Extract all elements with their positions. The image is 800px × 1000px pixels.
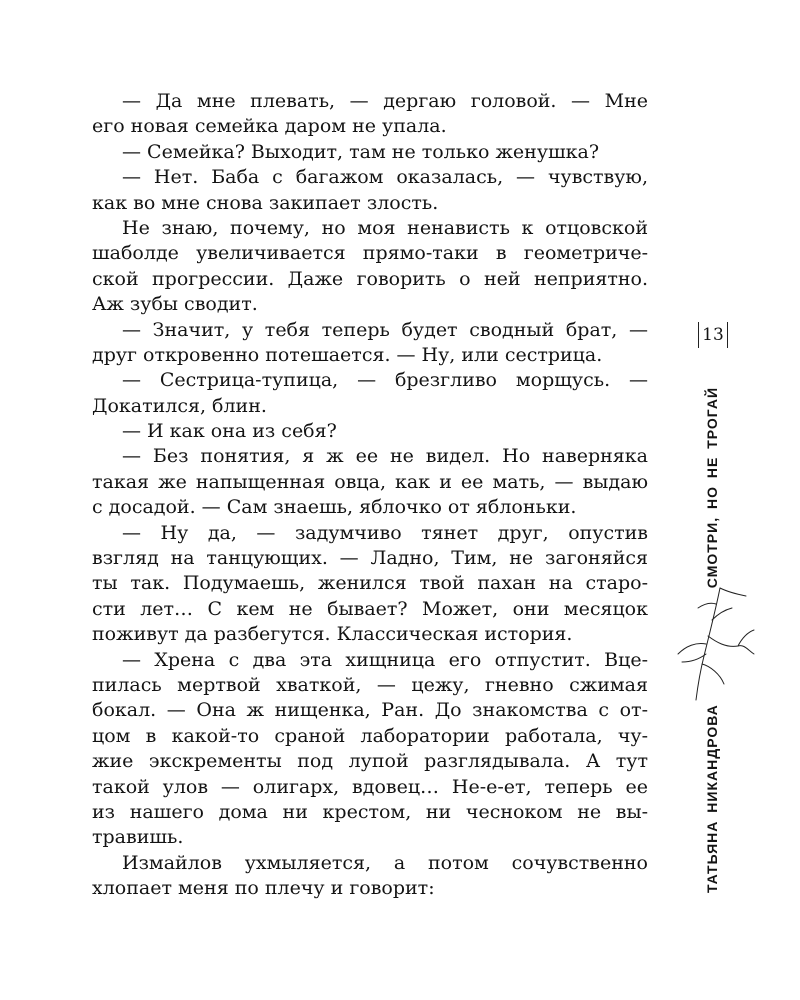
- text-line: Аж зубы сводит.: [92, 293, 258, 316]
- text-line: — Да мне плевать, — дергаю головой. — Мне: [122, 90, 648, 112]
- text-line: его новая семейка даром не упала.: [92, 115, 447, 138]
- text-line: сти лет… С кем не бывает? Может, они месяцок: [92, 597, 648, 620]
- text-line: Измайлов ухмыляется, а потом сочувственно: [122, 851, 648, 874]
- text-line: — Семейка? Выходит, там не только женушка?: [122, 140, 600, 163]
- text-line: поживут да разбегутся. Классическая история.: [92, 623, 573, 646]
- text-line: — Сестрица-тупица, — брезгливо морщусь. —: [122, 369, 648, 392]
- text-line: жие экскременты под лупой разглядывала. А тут: [92, 750, 648, 773]
- text-line: травишь.: [92, 826, 184, 849]
- text-line: Не знаю, почему, но моя ненависть к отцовской: [122, 216, 648, 239]
- text-line: — Хрена с два эта хищница его отпустит. Вце-: [122, 648, 648, 671]
- text-line: друг откровенно потешается. — Ну, или сестрица.: [92, 343, 603, 366]
- text-line: хлопает меня по плечу и говорит:: [92, 877, 435, 900]
- text-line: бокал. — Она ж нищенка, Ран. До знакомства с от-: [92, 699, 648, 722]
- text-line: с досадой. — Сам знаешь, яблочко от яблоньки.: [92, 496, 577, 519]
- text-line: Докатился, блин.: [92, 394, 267, 417]
- text-line: из нашего дома ни крестом, ни чесноком не вы-: [92, 800, 648, 823]
- text-line: пилась мертвой хваткой, — цежу, гневно сжимая: [92, 673, 648, 696]
- text-line: — Без понятия, я ж ее не видел. Но наверняка: [122, 445, 648, 468]
- text-line: ской прогрессии. Даже говорить о ней неприятно.: [92, 267, 648, 290]
- ink-sprig-icon: [676, 584, 758, 702]
- page-number: 13: [698, 322, 728, 348]
- text-line: взгляд на танцующих. — Ладно, Тим, не загоняйся: [92, 547, 648, 570]
- text-line: — Ну да, — задумчиво тянет друг, опустив: [122, 521, 648, 544]
- body-text: [92, 89, 648, 902]
- text-line: такая же напыщенная овца, как и ее мать, — выдаю: [92, 470, 648, 493]
- running-head-title: СМОТРИ, НО НЕ ТРОГАЙ: [704, 386, 720, 589]
- running-head-author: ТАТЬЯНА НИКАНДРОВА: [704, 704, 720, 894]
- text-line: — Нет. Баба с багажом оказалась, — чувствую,: [122, 166, 648, 189]
- text-line: шаболде увеличивается прямо-таки в геометриче-: [92, 242, 648, 265]
- text-line: — И как она из себя?: [122, 420, 337, 443]
- text-line: такой улов — олигарх, вдовец… Не-е-ет, теперь ее: [92, 775, 648, 798]
- text-line: ты так. Подумаешь, женился твой пахан на старо-: [92, 572, 648, 595]
- text-line: цом в какой-то сраной лаборатории работала, чу-: [92, 724, 648, 747]
- text-line: как во мне снова закипает злость.: [92, 191, 439, 214]
- text-line: — Значит, у тебя теперь будет сводный брат, —: [122, 318, 648, 341]
